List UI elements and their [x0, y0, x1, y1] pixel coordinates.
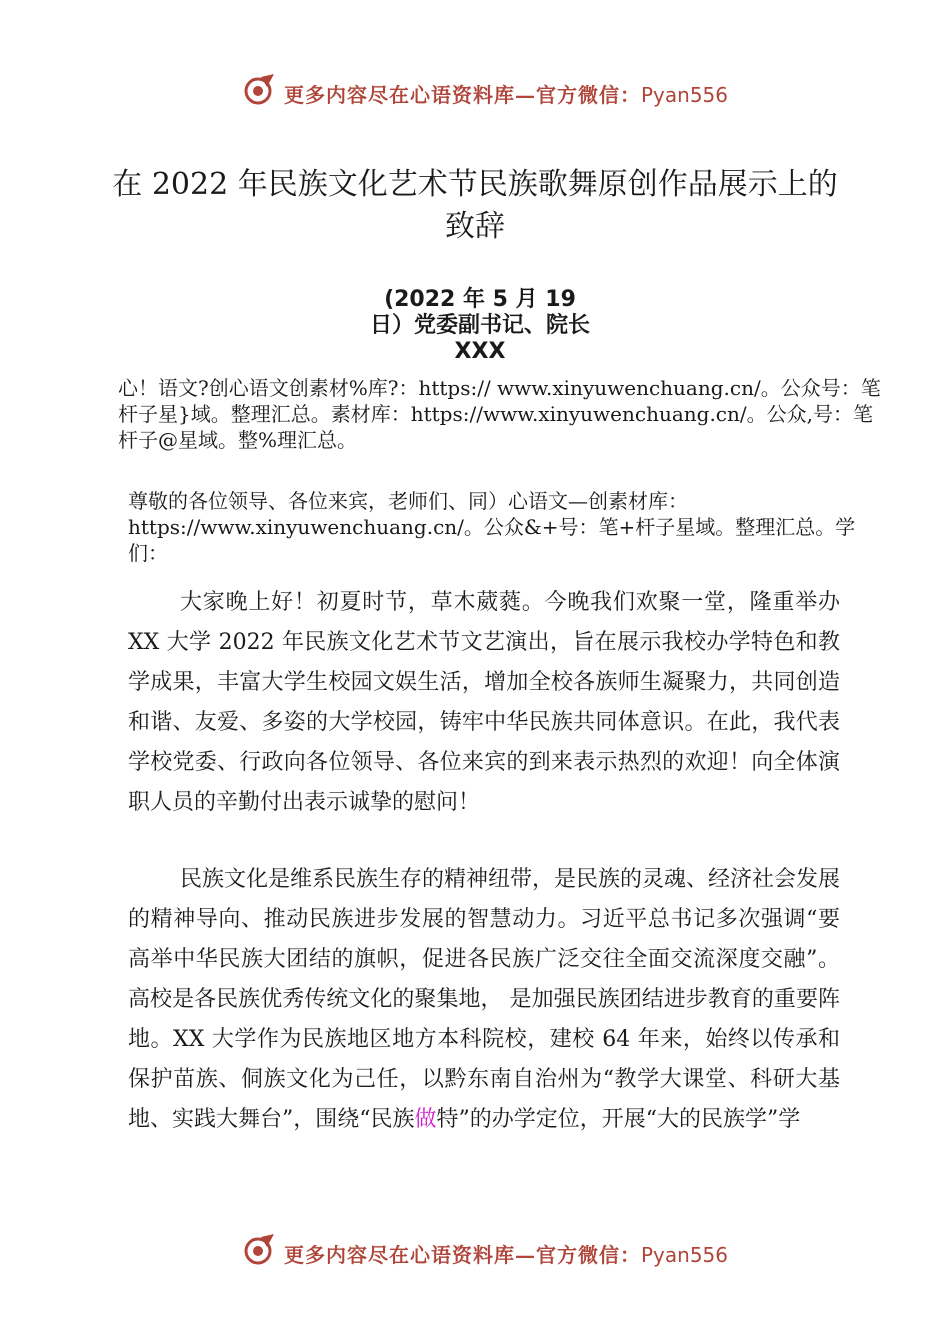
- byline-name: XXX: [454, 339, 506, 364]
- watermark-text-1: 心！语文?创心语文创素材%库?：https:// www.xinyuwenchuang.cn/。公众号：笔杆子星}域。整理汇总。素材库：https://www.xinyuwenchuang.cn/。公众,号：笔杆子@星域。整%理汇总。: [118, 376, 881, 452]
- page-title: 在 2022 年民族文化艺术节民族歌舞原创作品展示上的致辞: [112, 167, 838, 244]
- banner-text: 更多内容尽在心语资料库—官方微信：Pyan556: [284, 83, 729, 107]
- pen-logo-icon: [243, 73, 277, 107]
- paragraph-2: 民族文化是维系民族生存的精神纽带，是民族的灵魂、经济社会发展的精神导向、推动民族进步发展的智慧动力。习近平总书记多次强调“要高举中华民族大团结的旗帜，促进各民族广泛交往全面交流深度交融”。高校是各民族优秀传统文化的聚集地， 是加强民族团结进步教育的重要阵地。XX 大学作为民族地区地方本科院校，建校 64 年来，始终以传承和保护苗族、侗族文化为己任，以黔东南自治州为“教学大课堂、科研大基地、实践大舞台”，围绕“民族做特”的办学定位，开展“大的民族学”学: [128, 867, 841, 1132]
- highlight-char: 做: [414, 1107, 437, 1132]
- paragraph-1: 大家晚上好！初夏时节，草木葳蕤。今晚我们欢聚一堂，隆重举办 XX 大学 2022 年民族文化艺术节文艺演出，旨在展示我校办学特色和教学成果，丰富大学生校园文娱生活，增加全校各族师生凝聚力，共同创造和谐、友爱、多姿的大学校园，铸牢中华民族共同体意识。在此，我代表学校党委、行政向各位领导、各位来宾的到来表示热烈的欢迎！向全体演职人员的辛勤付出表示诚挚的慰问！: [128, 590, 840, 815]
- pen-logo-icon: [243, 1233, 277, 1267]
- byline-role: 日）党委副书记、院长: [369, 313, 590, 338]
- banner-text: 更多内容尽在心语资料库—官方微信：Pyan556: [284, 1243, 729, 1267]
- byline-date: (2022 年 5 月 19: [384, 287, 576, 312]
- wechat-id: Pyan556: [641, 1243, 729, 1267]
- footer-banner: [0, 1232, 950, 1272]
- header-banner: [0, 72, 950, 112]
- byline: [330, 287, 630, 365]
- salutation-text: 尊敬的各位领导、各位来宾，老师们、同）心语文—创素材库：https://www.xinyuwenchuang.cn/。公众&+号：笔+杆子星域。整理汇总。学们：: [128, 489, 856, 565]
- wechat-id: Pyan556: [641, 83, 729, 107]
